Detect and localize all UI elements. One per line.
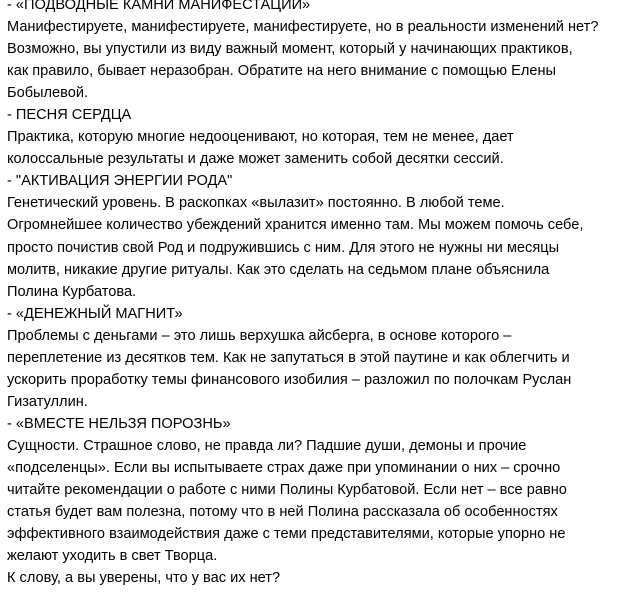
paragraph-line: молитв, никакие другие ритуалы. Как это сделать на седьмом плане объяснила bbox=[7, 261, 550, 278]
paragraph-line: читайте рекомендации о работе с ними Полины Курбатовой. Если нет – все равно bbox=[7, 482, 567, 499]
paragraph-line: Сущности. Страшное слово, не правда ли? Падшие души, демоны и прочие bbox=[7, 437, 527, 454]
paragraph-line: ускорить проработку темы финансового изобилия – разложил по полочкам Руслан bbox=[7, 371, 572, 388]
paragraph-line: желают уходить в свет Творца. bbox=[7, 548, 218, 565]
paragraph-line: Практика, которую многие недооценивают, но которая, тем не менее, дает bbox=[7, 129, 514, 146]
document-text bbox=[7, 0, 619, 589]
paragraph-line: Бобылевой. bbox=[7, 85, 89, 102]
paragraph-line: эффективного взаимодействия даже с теми представителями, которые упорно не bbox=[7, 526, 566, 543]
section-heading-money-magnet: - «ДЕНЕЖНЫЙ МАГНИТ» bbox=[7, 305, 183, 322]
paragraph-line: Проблемы с деньгами – это лишь верхушка айсберга, в основе которого – bbox=[7, 327, 512, 344]
paragraph-line: Гизатуллин. bbox=[7, 393, 88, 410]
paragraph-line: просто почистив свой Род и подружившись с ним. Для этого не нужны ни месяцы bbox=[7, 239, 560, 256]
closing-question: К слову, а вы уверены, что у вас их нет? bbox=[7, 570, 281, 587]
paragraph-line: «подселенцы». Если вы испытываете страх даже при упоминании о них – срочно bbox=[7, 459, 561, 476]
paragraph-line: Манифестируете, манифестируете, манифестируете, но в реальности изменений нет? bbox=[7, 19, 599, 36]
paragraph-line: Генетический уровень. В раскопках «вылазит» постоянно. В любой теме. bbox=[7, 195, 505, 212]
paragraph-line: как правило, бывает неразобран. Обратите на него внимание с помощью Елены bbox=[7, 63, 557, 80]
paragraph-line: статья будет вам полезна, потому что в ней Полина рассказала об особенностях bbox=[7, 504, 558, 521]
paragraph-line: колоссальные результаты и даже может заменить собой десятки сессий. bbox=[7, 151, 504, 168]
paragraph-line: Огромнейшее количество убеждений хранится именно там. Мы можем помочь себе, bbox=[7, 217, 584, 234]
section-heading-family-energy: - "АКТИВАЦИЯ ЭНЕРГИИ РОДА" bbox=[7, 173, 233, 190]
section-heading-heart-song: - ПЕСНЯ СЕРДЦА bbox=[7, 107, 132, 124]
paragraph-line: Полина Курбатова. bbox=[7, 283, 137, 300]
section-heading-manifestation: - «ПОДВОДНЫЕ КАМНИ МАНИФЕСТАЦИИ» bbox=[7, 0, 311, 13]
paragraph-line: переплетение из десятков тем. Как не запутаться в этой паутине и как облегчить и bbox=[7, 349, 570, 366]
section-heading-together: - «ВМЕСТЕ НЕЛЬЗЯ ПОРОЗНЬ» bbox=[7, 415, 231, 432]
paragraph-line: Возможно, вы упустили из виду важный момент, который у начинающих практиков, bbox=[7, 41, 573, 58]
